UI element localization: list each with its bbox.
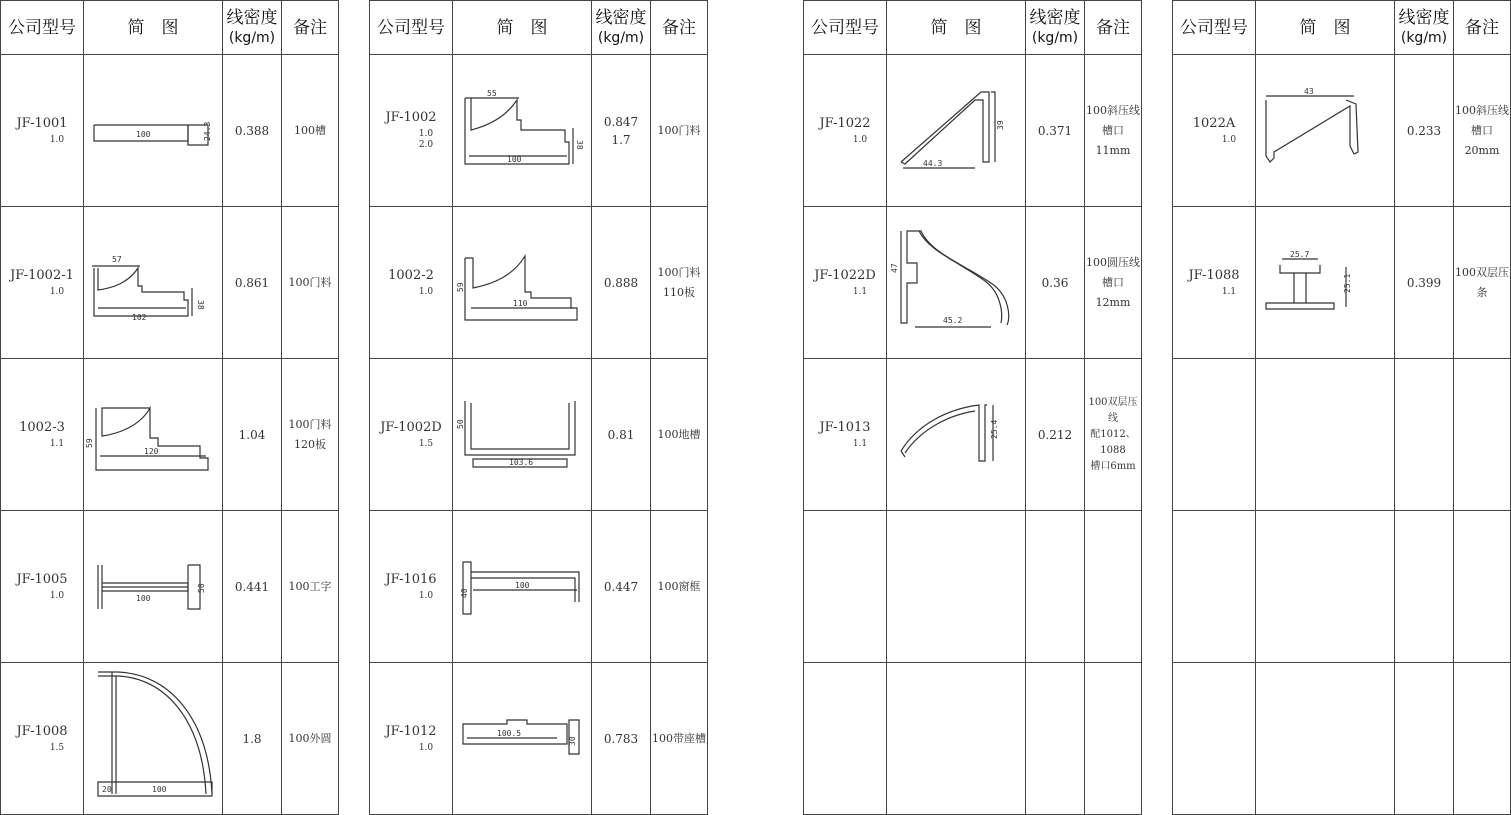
diagram-cell xyxy=(1256,663,1395,815)
header-diagram: 简 图 xyxy=(887,1,1026,55)
model-cell xyxy=(370,55,453,207)
table-row xyxy=(804,359,1142,511)
density-value: 0.783 xyxy=(603,731,639,746)
table-row xyxy=(370,55,708,207)
remark-text: 100工字 xyxy=(288,579,332,593)
wall-thickness: 1.1 xyxy=(852,438,868,449)
profile-drawing xyxy=(88,666,218,811)
model-cell xyxy=(370,511,453,663)
header-diagram: 简 图 xyxy=(84,1,223,55)
dimension-label: 102 xyxy=(132,312,147,322)
wall-thickness: 1.0 xyxy=(852,134,868,145)
remark-text: 100门料 xyxy=(288,275,332,289)
remark-text: 槽口20mm xyxy=(1464,123,1500,157)
diagram-cell xyxy=(84,207,223,359)
model-code: JF-1012 xyxy=(385,723,437,739)
remark-cell xyxy=(282,359,339,511)
remark-cell xyxy=(282,511,339,663)
header-density-unit: (kg/m) xyxy=(597,29,645,46)
profile-drawing xyxy=(88,557,218,617)
density-cell xyxy=(592,55,651,207)
remark-cell xyxy=(1085,207,1142,359)
profile-drawing xyxy=(891,86,1021,176)
model-cell xyxy=(1173,55,1256,207)
profile-drawing xyxy=(891,395,1021,475)
model-code: 1022A xyxy=(1192,115,1236,131)
model-code: JF-1001 xyxy=(16,115,68,131)
header-density xyxy=(223,1,282,55)
remark-cell xyxy=(1454,207,1511,359)
wall-thickness: 1.0 xyxy=(49,286,65,297)
catalog-table xyxy=(0,0,339,815)
dimension-label: 47 xyxy=(890,262,899,273)
diagram-cell xyxy=(1256,511,1395,663)
header-density-label: 线密度 xyxy=(1029,7,1081,28)
remark-cell xyxy=(1454,359,1511,511)
dimension-label: 39 xyxy=(996,119,1005,130)
model-cell xyxy=(1,359,84,511)
profile-drawing xyxy=(1260,243,1390,323)
density-cell xyxy=(592,511,651,663)
header-row xyxy=(1,1,339,55)
dimension-label: 110 xyxy=(513,298,528,308)
diagram-cell xyxy=(887,207,1026,359)
profile-drawing xyxy=(85,390,218,480)
model-cell xyxy=(1173,511,1256,663)
header-model: 公司型号 xyxy=(804,1,887,55)
header-remark: 备注 xyxy=(1454,1,1511,55)
dimension-label: 40 xyxy=(460,587,469,598)
header-density-unit: (kg/m) xyxy=(228,29,276,46)
remark-text: 100槽 xyxy=(294,123,326,137)
density-cell xyxy=(1395,359,1454,511)
model-cell xyxy=(370,663,453,815)
density-value: 0.212 xyxy=(1037,427,1073,442)
density-cell xyxy=(223,359,282,511)
dimension-label: 45.2 xyxy=(943,315,963,325)
table-row xyxy=(370,511,708,663)
density-cell xyxy=(1395,511,1454,663)
wall-thickness: 1.0 xyxy=(418,286,434,297)
remark-cell xyxy=(651,511,708,663)
dimension-label: 24.3 xyxy=(203,121,212,141)
dimension-label: 59 xyxy=(85,437,94,448)
wall-thickness: 1.1 xyxy=(1221,286,1237,297)
dimension-label: 100.5 xyxy=(497,728,522,738)
diagram-cell xyxy=(84,511,223,663)
diagram-cell xyxy=(84,663,223,815)
remark-text: 100双层压条 xyxy=(1455,265,1509,299)
dimension-label: 55 xyxy=(487,88,497,98)
profile-drawing xyxy=(457,552,587,622)
table-row xyxy=(1173,207,1511,359)
model-cell xyxy=(370,359,453,511)
header-model: 公司型号 xyxy=(1173,1,1256,55)
dimension-label: 20 xyxy=(102,785,112,794)
dimension-label: 38 xyxy=(196,299,205,310)
catalog-table xyxy=(369,0,708,815)
diagram-cell xyxy=(887,359,1026,511)
model-code: JF-1002 xyxy=(385,110,437,125)
header-model: 公司型号 xyxy=(1,1,84,55)
remark-cell xyxy=(651,663,708,815)
profile-drawing xyxy=(88,111,218,151)
dimension-label: 100 xyxy=(507,154,522,164)
model-code: 1002-3 xyxy=(19,419,65,435)
dimension-label: 103.6 xyxy=(509,457,534,467)
dimension-label: 50 xyxy=(197,582,206,593)
table-row xyxy=(1,359,339,511)
remark-text: 配1012、1088 xyxy=(1090,428,1136,456)
diagram-cell xyxy=(453,359,592,511)
dimension-label: 57 xyxy=(112,254,122,264)
wall-thickness: 1.0 xyxy=(1221,134,1237,145)
density-cell xyxy=(223,663,282,815)
density-cell xyxy=(1026,511,1085,663)
density-cell xyxy=(592,359,651,511)
table-row xyxy=(370,359,708,511)
density-value: 0.847 xyxy=(603,114,639,129)
density-cell xyxy=(223,55,282,207)
header-model: 公司型号 xyxy=(370,1,453,55)
diagram-cell xyxy=(453,511,592,663)
model-cell xyxy=(1,207,84,359)
dimension-label: 25.7 xyxy=(1290,249,1310,259)
remark-cell xyxy=(1454,511,1511,663)
density-cell xyxy=(1395,207,1454,359)
density-cell xyxy=(592,663,651,815)
remark-cell xyxy=(1454,55,1511,207)
header-density-unit: (kg/m) xyxy=(1400,29,1448,46)
table-row xyxy=(1173,359,1511,511)
dimension-label: 100 xyxy=(136,129,151,139)
header-remark: 备注 xyxy=(282,1,339,55)
wall-thickness: 1.5 xyxy=(418,438,434,449)
diagram-cell xyxy=(1256,207,1395,359)
density-cell xyxy=(223,207,282,359)
header-density xyxy=(1395,1,1454,55)
model-code: JF-1022D xyxy=(814,267,876,283)
diagram-cell xyxy=(453,663,592,815)
model-code: 1002-2 xyxy=(388,267,434,283)
density-value: 0.888 xyxy=(603,275,639,290)
table-row xyxy=(1,663,339,815)
diagram-cell xyxy=(1256,55,1395,207)
model-cell xyxy=(804,663,887,815)
header-remark: 备注 xyxy=(651,1,708,55)
wall-thickness: 1.1 xyxy=(852,286,868,297)
dimension-label: 38 xyxy=(575,139,584,150)
wall-thickness: 1.1 xyxy=(49,438,65,449)
dimension-label: 120 xyxy=(144,446,159,456)
model-code: JF-1008 xyxy=(16,723,68,739)
header-density xyxy=(592,1,651,55)
remark-cell xyxy=(282,55,339,207)
header-row xyxy=(804,1,1142,55)
model-cell xyxy=(1,663,84,815)
model-cell xyxy=(1173,663,1256,815)
table-row xyxy=(804,55,1142,207)
density-cell xyxy=(1026,207,1085,359)
remark-cell xyxy=(651,55,708,207)
remark-cell xyxy=(282,663,339,815)
model-cell xyxy=(1173,207,1256,359)
table-row xyxy=(804,663,1142,815)
remark-text: 100带座槽 xyxy=(652,731,706,745)
remark-cell xyxy=(651,359,708,511)
model-cell xyxy=(804,207,887,359)
diagram-cell xyxy=(1256,359,1395,511)
profile-drawing xyxy=(1260,86,1390,176)
header-remark: 备注 xyxy=(1085,1,1142,55)
model-code: JF-1005 xyxy=(16,571,68,587)
remark-text: 100门料 xyxy=(657,265,701,279)
density-cell xyxy=(1395,55,1454,207)
header-row xyxy=(1173,1,1511,55)
model-code: JF-1013 xyxy=(819,419,871,435)
density-value: 0.36 xyxy=(1041,275,1069,290)
catalog-table xyxy=(803,0,1142,815)
density-value: 0.861 xyxy=(234,275,270,290)
header-diagram: 简 图 xyxy=(1256,1,1395,55)
model-code: JF-1002D xyxy=(380,419,442,435)
table-row xyxy=(804,207,1142,359)
dimension-label: 30 xyxy=(568,735,577,746)
remark-text: 100斜压线 xyxy=(1086,103,1140,117)
model-cell xyxy=(1173,359,1256,511)
remark-cell xyxy=(282,207,339,359)
density-value: 0.371 xyxy=(1037,123,1073,138)
profile-drawing xyxy=(457,86,587,176)
diagram-cell xyxy=(453,207,592,359)
table-row xyxy=(804,511,1142,663)
remark-cell xyxy=(1085,55,1142,207)
model-cell xyxy=(370,207,453,359)
wall-thickness: 1.0 xyxy=(49,134,65,145)
dimension-label: 100 xyxy=(152,785,167,794)
wall-thickness: 1.0 2.0 xyxy=(418,129,434,150)
catalog-table xyxy=(1172,0,1511,815)
density-value: 0.81 xyxy=(607,427,635,442)
wall-thickness: 1.0 xyxy=(49,590,65,601)
remark-text: 100外圆 xyxy=(288,731,332,745)
density-cell xyxy=(1395,663,1454,815)
diagram-cell xyxy=(84,359,223,511)
density-cell xyxy=(1026,359,1085,511)
table-row xyxy=(1,207,339,359)
model-cell xyxy=(804,55,887,207)
remark-text: 100圆压线 xyxy=(1086,255,1140,269)
remark-text: 100门料 xyxy=(288,417,332,431)
diagram-cell xyxy=(453,55,592,207)
header-density-label: 线密度 xyxy=(226,7,278,28)
header-density-label: 线密度 xyxy=(1398,7,1450,28)
density-value: 0.233 xyxy=(1406,123,1442,138)
header-density-unit: (kg/m) xyxy=(1031,29,1079,46)
diagram-cell xyxy=(887,55,1026,207)
table-row xyxy=(370,663,708,815)
dimension-label: 59 xyxy=(456,281,465,292)
dimension-label: 50 xyxy=(456,418,465,429)
remark-text: 槽口11mm xyxy=(1095,123,1131,157)
remark-cell xyxy=(651,207,708,359)
header-diagram: 简 图 xyxy=(453,1,592,55)
remark-text: 110板 xyxy=(663,285,695,299)
density-value: 0.388 xyxy=(234,123,270,138)
density-value: 1.8 xyxy=(242,731,262,746)
density-value: 1.04 xyxy=(238,427,266,442)
diagram-cell xyxy=(84,55,223,207)
profile-drawing xyxy=(457,395,587,475)
remark-text: 100双层压线 xyxy=(1088,396,1138,424)
wall-thickness: 1.5 xyxy=(49,742,65,753)
dimension-label: 25.1 xyxy=(1343,273,1352,293)
header-row xyxy=(370,1,708,55)
model-code: JF-1022 xyxy=(819,115,871,131)
remark-text: 槽口12mm xyxy=(1095,275,1131,309)
model-cell xyxy=(1,55,84,207)
density-value: 1.7 xyxy=(611,132,631,147)
dimension-label: 100 xyxy=(515,580,530,590)
profile-drawing xyxy=(457,238,587,328)
wall-thickness: 1.0 xyxy=(418,590,434,601)
density-cell xyxy=(223,511,282,663)
table-row xyxy=(1173,511,1511,663)
density-value: 0.447 xyxy=(603,579,639,594)
remark-cell xyxy=(1085,359,1142,511)
profile-drawing xyxy=(88,238,218,328)
density-cell xyxy=(1026,55,1085,207)
model-cell xyxy=(804,511,887,663)
table-row xyxy=(1173,663,1511,815)
dimension-label: 25.4 xyxy=(990,419,999,439)
density-cell xyxy=(1026,663,1085,815)
density-value: 0.399 xyxy=(1406,275,1442,290)
profile-drawing xyxy=(891,223,1021,343)
model-cell xyxy=(1,511,84,663)
table-row xyxy=(1173,55,1511,207)
density-cell xyxy=(592,207,651,359)
profile-drawing xyxy=(457,714,587,764)
remark-cell xyxy=(1085,663,1142,815)
wall-thickness: 1.0 xyxy=(418,742,434,753)
table-row xyxy=(1,55,339,207)
table-row xyxy=(1,511,339,663)
model-code: JF-1002-1 xyxy=(10,267,74,283)
model-code: JF-1016 xyxy=(385,571,437,587)
remark-cell xyxy=(1454,663,1511,815)
dimension-label: 43 xyxy=(1304,86,1314,96)
table-row xyxy=(370,207,708,359)
remark-text: 100门料 xyxy=(657,123,701,137)
dimension-label: 100 xyxy=(136,593,151,603)
diagram-cell xyxy=(887,663,1026,815)
remark-cell xyxy=(1085,511,1142,663)
header-density xyxy=(1026,1,1085,55)
model-code: JF-1088 xyxy=(1188,267,1240,283)
diagram-cell xyxy=(887,511,1026,663)
density-value: 0.441 xyxy=(234,579,270,594)
remark-text: 120板 xyxy=(294,437,326,451)
remark-text: 100斜压线 xyxy=(1455,103,1509,117)
remark-text: 100地槽 xyxy=(657,427,701,441)
header-density-label: 线密度 xyxy=(595,7,647,28)
dimension-label: 44.3 xyxy=(923,158,943,168)
remark-text: 100窗框 xyxy=(657,579,701,593)
remark-text: 槽口6mm xyxy=(1090,460,1136,472)
model-cell xyxy=(804,359,887,511)
